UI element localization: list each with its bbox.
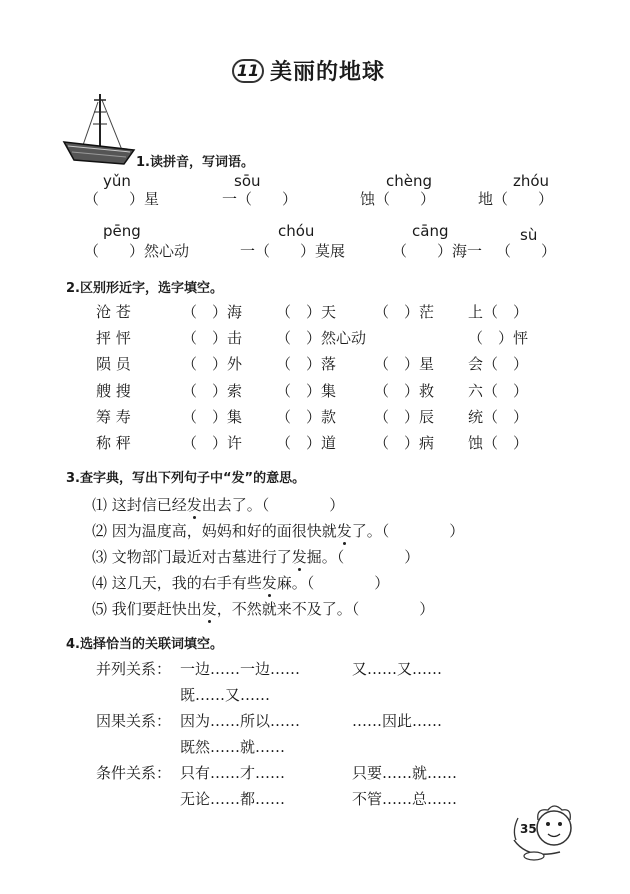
page-title — [232, 55, 385, 86]
fill-blank[interactable]: （ ）救 — [374, 382, 435, 400]
lesson-number-badge: 11 — [232, 59, 264, 83]
relation-label: 并列关系： — [96, 660, 172, 678]
pinyin: yǔn — [103, 172, 131, 190]
sentence-text: ⑴ 这封信已经 — [92, 496, 187, 514]
emphasized-char: 发 — [201, 600, 217, 618]
conjunction: 因为……所以…… — [180, 712, 301, 730]
answer-blank[interactable]: 出去了。（ ） — [201, 496, 345, 514]
similar-char-pair: 抨 怦 — [96, 329, 131, 347]
fill-blank[interactable]: 蚀（ ） — [468, 434, 529, 452]
q4-heading: 4.选择恰当的关联词填空。 — [66, 637, 223, 652]
fill-blank[interactable]: （ ）海 — [182, 303, 243, 321]
conjunction: ……因此…… — [352, 712, 443, 730]
fill-blank[interactable]: （ ）集 — [182, 408, 243, 426]
conjunction: 只有……才…… — [180, 764, 286, 782]
emphasized-char: 发 — [336, 522, 352, 540]
sentence-text: ⑷ 这几天，我的右手有些 — [92, 574, 262, 592]
sentence — [92, 598, 434, 619]
fill-word[interactable]: （ ） — [496, 242, 557, 260]
similar-char-pair: 艘 搜 — [96, 382, 131, 400]
fill-blank[interactable]: （ ）道 — [276, 434, 337, 452]
answer-blank[interactable]: 了。（ ） — [351, 522, 465, 540]
pinyin: cāng — [412, 222, 449, 240]
conjunction: 又……又…… — [352, 660, 443, 678]
relation-label: 因果关系： — [96, 712, 172, 730]
similar-char-pair: 筹 寿 — [96, 408, 131, 426]
fill-blank[interactable]: （ ）外 — [182, 355, 243, 373]
relation-label: 条件关系： — [96, 764, 172, 782]
fill-blank[interactable]: （ ）星 — [374, 355, 435, 373]
emphasized-char: 发 — [261, 574, 277, 592]
answer-blank[interactable]: 掘。（ ） — [306, 548, 420, 566]
emphasized-char: 发 — [291, 548, 307, 566]
similar-char-pair: 陨 员 — [96, 355, 131, 373]
pinyin: sù — [520, 226, 538, 244]
pinyin: zhóu — [513, 172, 550, 190]
fill-blank[interactable]: 统（ ） — [468, 408, 529, 426]
sailboat-icon — [60, 90, 140, 170]
page-number: 35 — [520, 822, 537, 836]
answer-blank[interactable]: ，不然就来不及了。（ ） — [216, 600, 435, 618]
fill-word[interactable]: （ ）海一 — [392, 242, 483, 260]
sentence — [92, 520, 464, 541]
conjunction: 不管……总…… — [352, 790, 458, 808]
pinyin: chóu — [278, 222, 315, 240]
conjunction: 无论……都…… — [180, 790, 286, 808]
sentence-text: ⑶ 文物部门最近对古墓进行了 — [92, 548, 292, 566]
fill-word[interactable]: 一（ ）莫展 — [240, 242, 346, 260]
sentence-text: ⑸ 我们要赶快出 — [92, 600, 202, 618]
fill-blank[interactable]: （ ）天 — [276, 303, 337, 321]
answer-blank[interactable]: 麻。（ ） — [276, 574, 390, 592]
fill-blank[interactable]: （ ）怦 — [468, 329, 529, 347]
fill-blank[interactable]: 上（ ） — [468, 303, 529, 321]
pinyin: sōu — [234, 172, 261, 190]
fill-blank[interactable]: （ ）款 — [276, 408, 337, 426]
fill-blank[interactable]: （ ）病 — [374, 434, 435, 452]
similar-char-pair: 沧 苍 — [96, 303, 131, 321]
fill-blank[interactable]: （ ）茫 — [374, 303, 435, 321]
fill-word[interactable]: 蚀（ ） — [360, 190, 436, 208]
similar-char-pair: 称 秤 — [96, 434, 131, 452]
fill-blank[interactable]: （ ）许 — [182, 434, 243, 452]
fill-word[interactable]: 一（ ） — [222, 190, 298, 208]
sentence — [92, 494, 344, 515]
emphasized-char: 发 — [186, 496, 202, 514]
conjunction: 只要……就…… — [352, 764, 458, 782]
q1-heading: 1.读拼音，写词语。 — [136, 155, 254, 170]
fill-blank[interactable]: （ ）辰 — [374, 408, 435, 426]
lesson-title: 美丽的地球 — [270, 59, 386, 85]
cartoon-character-icon — [508, 800, 578, 864]
fill-blank[interactable]: 六（ ） — [468, 382, 529, 400]
sentence-text: ⑵ 因为温度高，妈妈和好的面很快就 — [92, 522, 337, 540]
fill-word[interactable]: 地（ ） — [478, 190, 554, 208]
q3-heading: 3.查字典，写出下列句子中“发”的意思。 — [66, 471, 306, 486]
fill-blank[interactable]: （ ）然心动 — [276, 329, 367, 347]
pinyin: pēng — [103, 222, 141, 240]
fill-blank[interactable]: 会（ ） — [468, 355, 529, 373]
sentence — [92, 546, 419, 567]
pinyin: chèng — [386, 172, 433, 190]
sentence — [92, 572, 389, 593]
fill-word[interactable]: （ ）然心动 — [84, 242, 190, 260]
fill-blank[interactable]: （ ）击 — [182, 329, 243, 347]
conjunction: 一边……一边…… — [180, 660, 301, 678]
fill-blank[interactable]: （ ）索 — [182, 382, 243, 400]
fill-word[interactable]: （ ）星 — [84, 190, 160, 208]
fill-blank[interactable]: （ ）落 — [276, 355, 337, 373]
conjunction: 既然……就…… — [180, 738, 286, 756]
fill-blank[interactable]: （ ）集 — [276, 382, 337, 400]
q2-heading: 2.区别形近字，选字填空。 — [66, 281, 223, 296]
conjunction: 既……又…… — [180, 686, 271, 704]
